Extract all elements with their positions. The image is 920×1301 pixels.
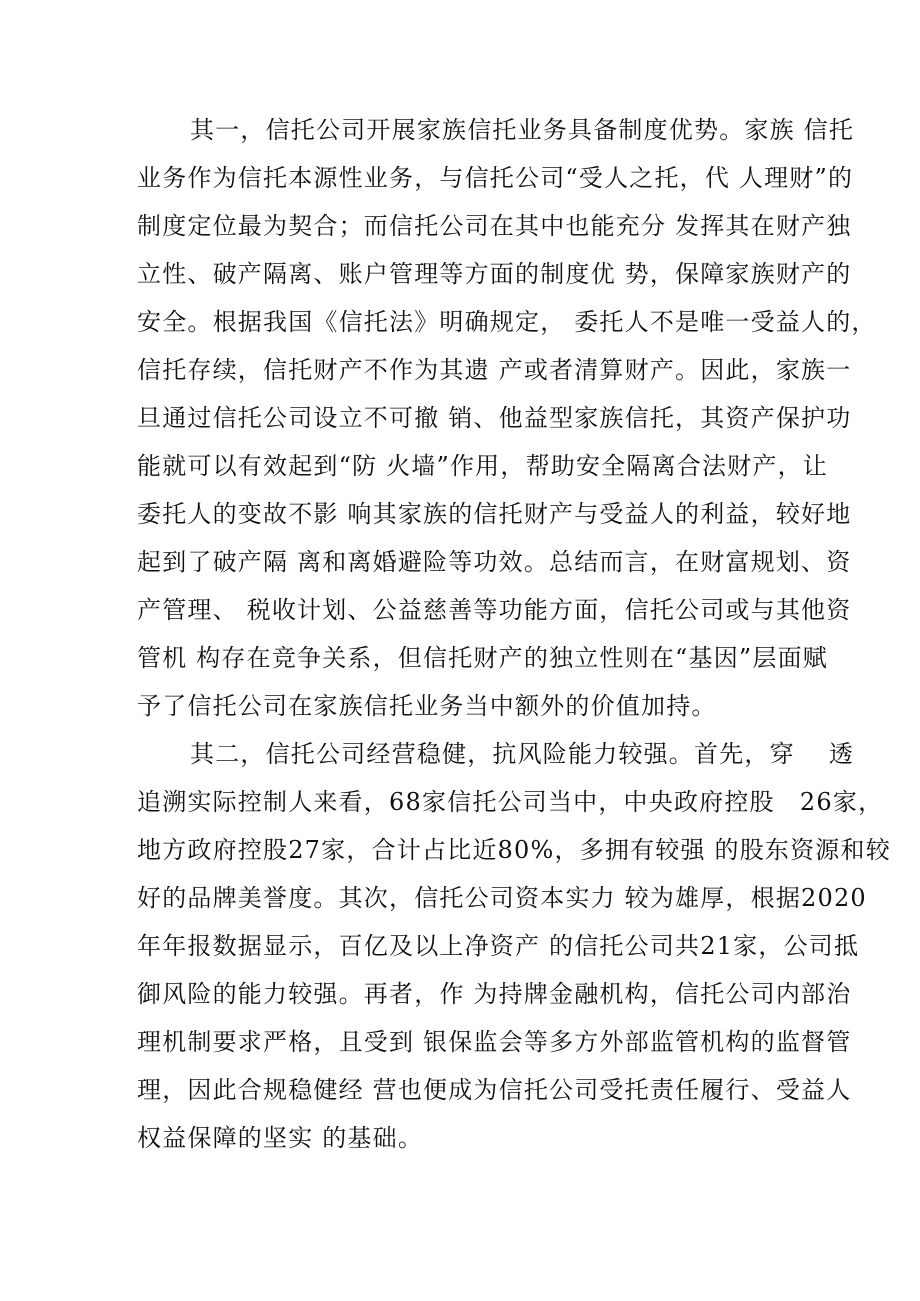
paragraph-line: 信托存续，信托财产不作为其遗 产或者清算财产。因此，家族一 — [137, 356, 852, 384]
paragraph-line: 安全。根据我国《信托法》明确规定， 委托人不是唯一受益人的， — [137, 308, 877, 336]
paragraph-line: 好的品牌美誉度。其次，信托公司资本实力 较为雄厚，根据2020 — [137, 884, 867, 912]
paragraph-line: 起到了破产隔 离和离婚避险等功效。总结而言，在财富规划、资 — [137, 548, 852, 576]
paragraph-line: 委托人的变故不影 响其家族的信托财产与受益人的利益，较好地 — [137, 500, 852, 528]
paragraph-line: 旦通过信托公司设立不可撤 销、他益型家族信托，其资产保护功 — [137, 404, 852, 432]
paragraph-line: 立性、破产隔离、账户管理等方面的制度优 势，保障家族财产的 — [137, 260, 852, 288]
paragraph-line: 地方政府控股27家，合计占比近80%，多拥有较强 的股东资源和较 — [137, 836, 891, 864]
paragraph-line: 权益保障的坚实 的基础。 — [137, 1124, 424, 1152]
paragraph-line: 年年报数据显示，百亿及以上净资产 的信托公司共21家，公司抵 — [137, 932, 860, 960]
paragraph-line: 产管理、 税收计划、公益慈善等功能方面，信托公司或与其他资 — [137, 596, 852, 624]
paragraph-line: 管机 构存在竞争关系，但信托财产的独立性则在“基因”层面赋 — [137, 644, 828, 672]
paragraph-line: 予了信托公司在家族信托业务当中额外的价值加持。 — [137, 692, 717, 720]
paragraph-line: 理机制要求严格，且受到 银保监会等多方外部监管机构的监督管 — [137, 1028, 852, 1056]
paragraph-line: 理，因此合规稳健经 营也便成为信托公司受托责任履行、受益人 — [137, 1076, 852, 1104]
paragraph-line: 其一，信托公司开展家族信托业务具备制度优势。家族 信托 — [190, 116, 855, 144]
paragraph-line: 制度定位最为契合；而信托公司在其中也能充分 发挥其在财产独 — [137, 212, 852, 240]
paragraph-line: 能就可以有效起到“防 火墙”作用，帮助安全隔离合法财产，让 — [137, 452, 828, 480]
paragraph-line: 御风险的能力较强。再者，作 为持牌金融机构，信托公司内部治 — [137, 980, 852, 1008]
paragraph-line: 其二，信托公司经营稳健，抗风险能力较强。首先，穿 透 — [190, 740, 855, 768]
paragraph-line: 追溯实际控制人来看，68家信托公司当中，中央政府控股 26家， — [137, 788, 884, 816]
paragraph-line: 业务作为信托本源性业务，与信托公司“受人之托，代 人理财”的 — [137, 164, 854, 192]
